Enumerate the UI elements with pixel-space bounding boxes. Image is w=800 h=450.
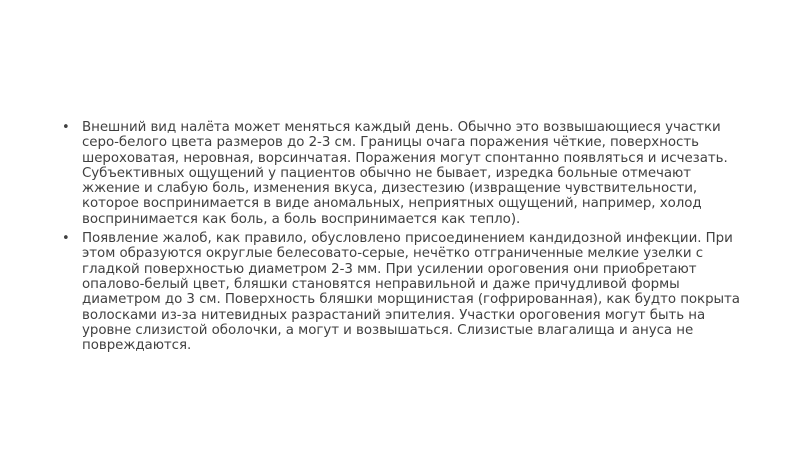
bullet-marker: • [62,231,70,247]
bullet-text-complaints: Появление жалоб, как правило, обусловлено присоединением кандидозной инфекции. При этом образуются округлые белесовато-серые, нечётко отграниченные мелкие узелки с гладкой поверхностью диаметром 2-3 мм. При усилении ороговения они приобретают опалово-белый цвет, бляшки становятся неправильной и даже причудливой формы диаметром до 3 см. Поверхность бляшки морщинистая (гофрированная), как будто покрыта волосками из-за нитевидных разрастаний эпителия. Участки ороговения могут быть на уровне слизистой оболочки, а могут и возвышаться. Слизистые влагалища и ануса не повреждаются. [82,231,740,354]
bullet-list [62,120,742,357]
bullet-item-complaints [62,231,742,353]
bullet-marker: • [62,120,70,135]
bullet-item-appearance [62,120,742,227]
bullet-text-appearance: Внешний вид налёта может меняться каждый день. Обычно это возвышающиеся участки серо-белого цвета размеров до 2-3 см. Границы очага поражения чёткие, поверхность шероховатая, неровная, ворсинчатая. Поражения могут спонтанно появляться и исчезать. Субъективных ощущений у пациентов обычно не бывает, изредка больные отмечают жжение и слабую боль, изменения вкуса, дизестезию (извращение чувствительности, которое воспринимается в виде аномальных, неприятных ощущений, например, холод воспринимается как боль, а боль воспринимается как тепло). [82,120,728,227]
